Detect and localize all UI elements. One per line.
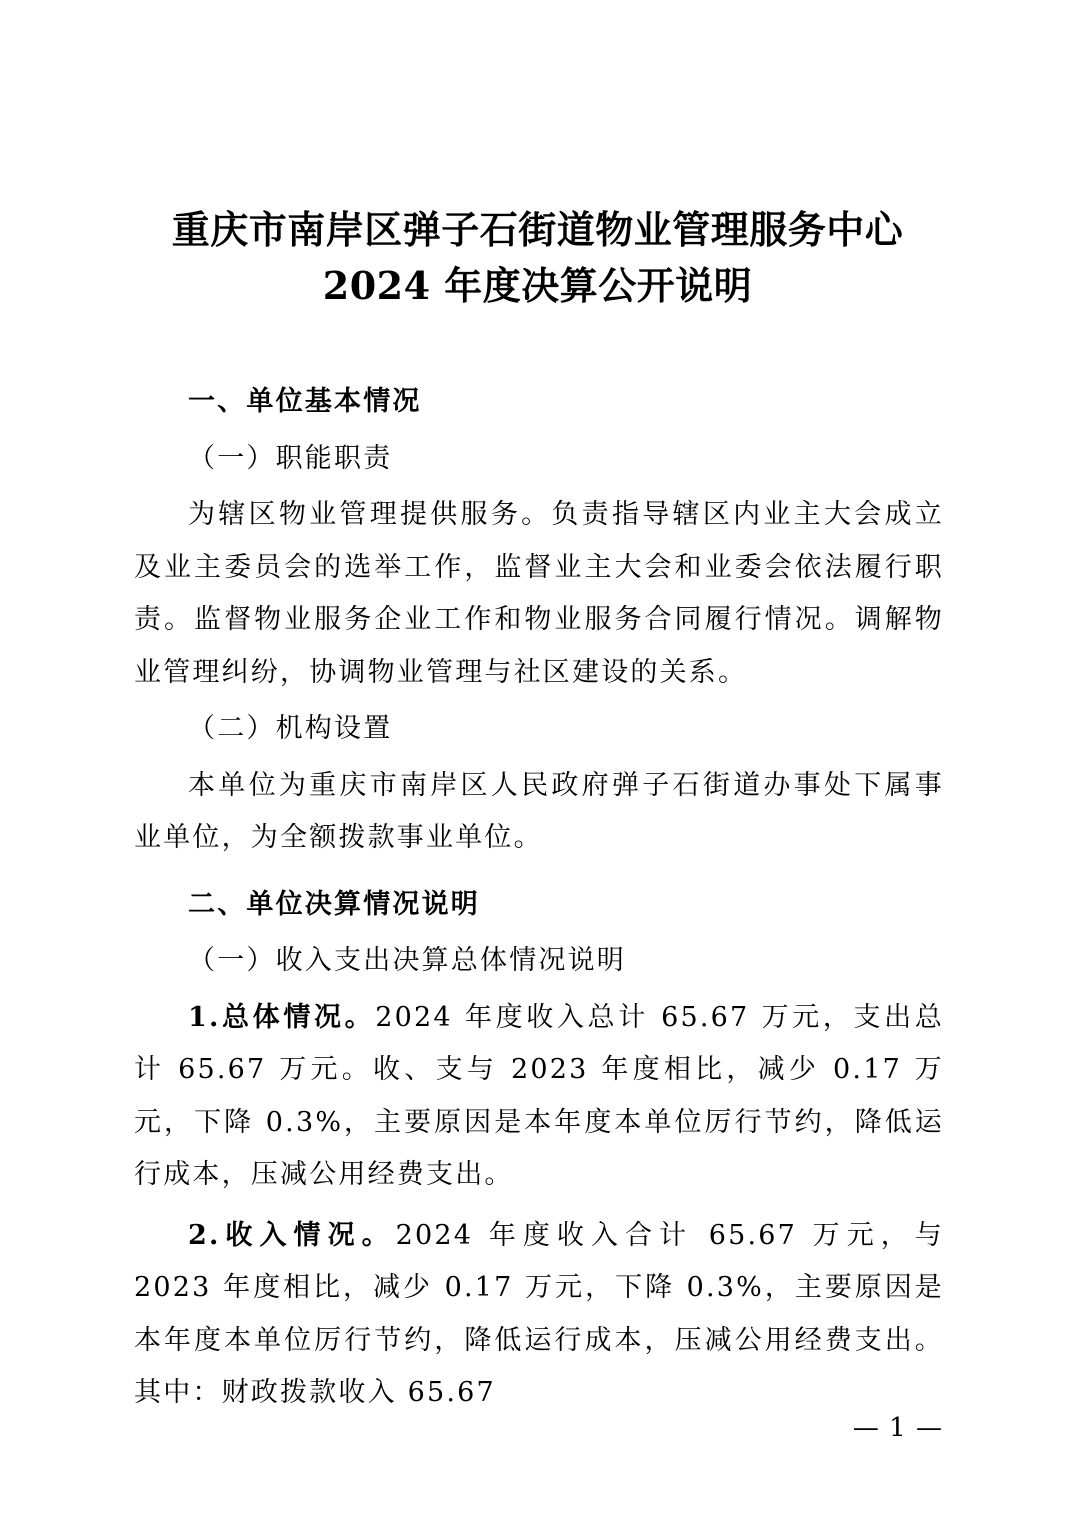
paragraph-overall-text: 2024 年度收入总计 65.67 万元，支出总计 65.67 万元。收、支与 2023 年度相比，减少 0.17 万元，下降 0.3%，主要原因是本年度本单位厉行节约，降低运行成本，压减公用经费支出。 [134, 1001, 944, 1190]
paragraph-income [134, 1210, 944, 1420]
document-title-line-2: 2024 年度决算公开说明 [322, 263, 753, 308]
subheading-organization: （二）机构设置 [188, 713, 393, 744]
paragraph-overall [134, 992, 944, 1202]
document-body [134, 370, 944, 1420]
paragraph-income-text: 2024 年度收入合计 65.67 万元，与 2023 年度相比，减少 0.17 万元，下降 0.3%，主要原因是本年度本单位厉行节约，降低运行成本，压减公用经费支出。其中：财政拨款收入 65.67 [134, 1219, 944, 1408]
page-number: — 1 — [852, 1413, 943, 1443]
document-title-line-1: 重庆市南岸区弹子石街道物业管理服务中心 [171, 207, 904, 252]
paragraph-functions: 为辖区物业管理提供服务。负责指导辖区内业主大会成立及业主委员会的选举工作，监督业主大会和业委会依法履行职责。监督物业服务企业工作和物业服务合同履行情况。调解物业管理纠纷，协调物业管理与社区建设的关系。 [134, 499, 944, 688]
subheading-income-expenditure: （一）收入支出决算总体情况说明 [188, 945, 626, 976]
paragraph-overall-lead: 1.总体情况。 [188, 1001, 376, 1033]
subheading-functions: （一）职能职责 [188, 442, 393, 474]
section-heading-basic-info: 一、单位基本情况 [188, 386, 422, 417]
section-heading-final-accounts: 二、单位决算情况说明 [188, 888, 480, 920]
paragraph-organization: 本单位为重庆市南岸区人民政府弹子石街道办事处下属事业单位，为全额拨款事业单位。 [134, 769, 944, 853]
paragraph-income-lead: 2.收入情况。 [188, 1219, 396, 1251]
